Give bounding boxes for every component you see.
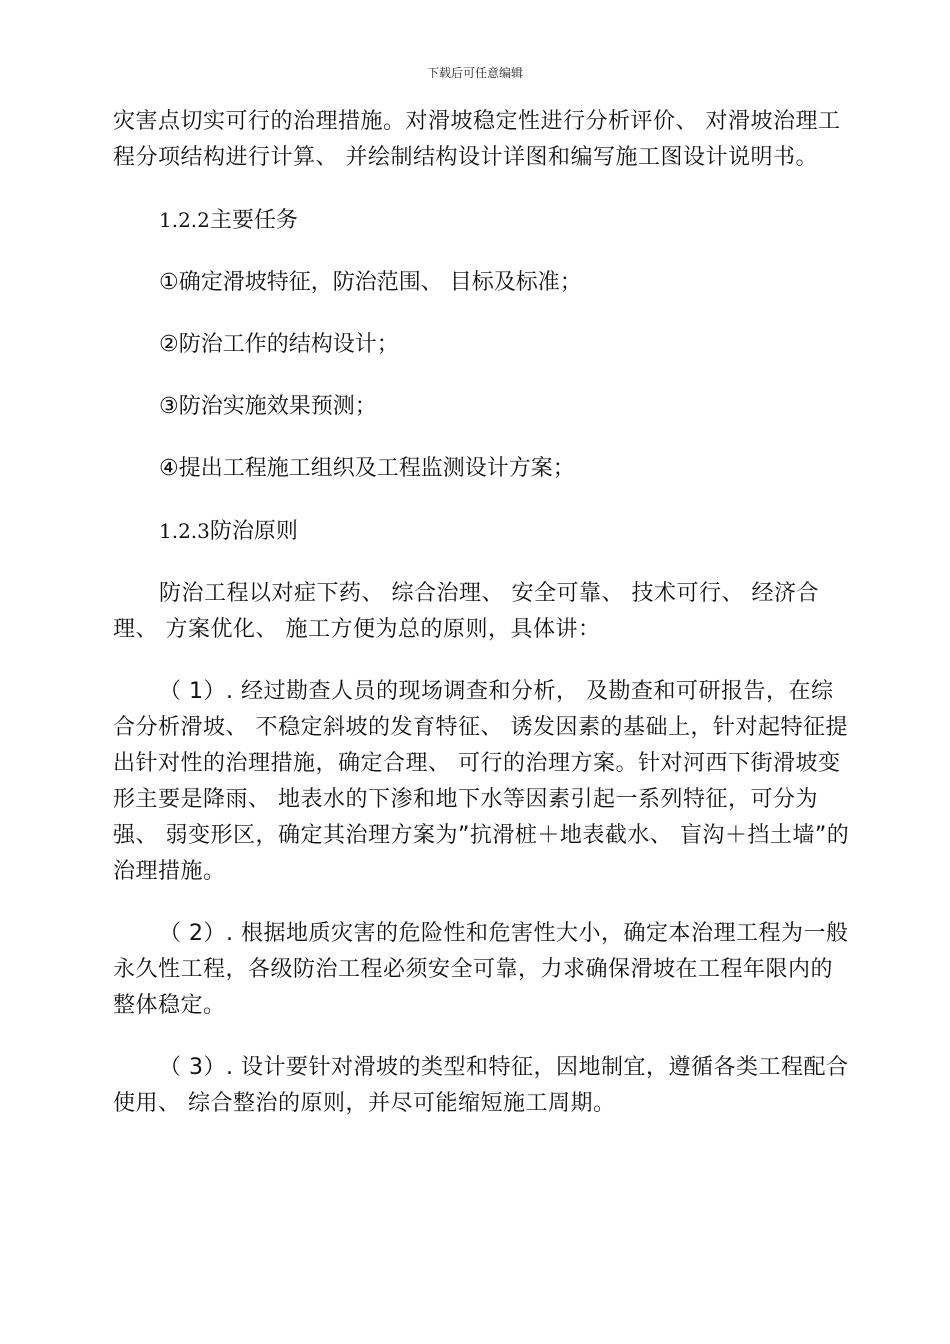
task-item-4: ④提出工程施工组织及工程监测设计方案； (159, 456, 575, 481)
principle-paragraph-1: （ 1）. 经过勘查人员的现场调查和分析， 及勘查和可研报告，在综合分析滑坡、 不稳定斜坡的发育特征、 诱发因素的基础上，针对起特征提出针对性的治理措施，确定合理、 可行的治理方案。针对河西下街滑坡变形主要是降雨、 地表水的下渗和地下水等因素引起一系列特征，可分为强、 弱变形区，确定其治理方案为”抗滑桩＋地表截水、 盲沟＋挡土墙”的治理措施。 (113, 679, 850, 884)
section-number: 1.2.3 (159, 519, 210, 543)
section-number: 1.2.2 (159, 208, 210, 232)
principle-paragraph-3: （ 3）. 设计要针对滑坡的类型和特征，因地制宜，遵循各类工程配合使用、 综合整治的原则，并尽可能缩短施工周期。 (113, 1055, 849, 1116)
section-title: 主要任务 (209, 208, 298, 233)
principle-paragraph-2: （ 2）. 根据地质灾害的危险性和危害性大小，确定本治理工程为一般永久性工程，各级防治工程必须安全可靠，力求确保滑坡在工程年限内的整体稳定。 (113, 921, 849, 1018)
paragraph-continuation: 灾害点切实可行的治理措施。对滑坡稳定性进行分析评价、 对滑坡治理工程分项结构进行计算、 并绘制结构设计详图和编写施工图设计说明书。 (113, 109, 841, 170)
section-heading-1-2-3 (113, 513, 853, 550)
task-item-3: ③防治实施效果预测； (159, 394, 377, 419)
section-heading-1-2-2 (113, 202, 853, 239)
section-title: 防治原则 (209, 519, 298, 544)
task-item-2: ②防治工作的结构设计； (159, 332, 399, 357)
principle-intro-paragraph: 防治工程以对症下药、 综合治理、 安全可靠、 技术可行、 经济合理、 方案优化、 施工方便为总的原则，具体讲： (113, 581, 819, 642)
page-header: 下载后可任意编辑 (426, 66, 523, 80)
document-body (113, 104, 853, 1148)
task-item-1: ①确定滑坡特征，防治范围、 目标及标准； (159, 270, 582, 295)
